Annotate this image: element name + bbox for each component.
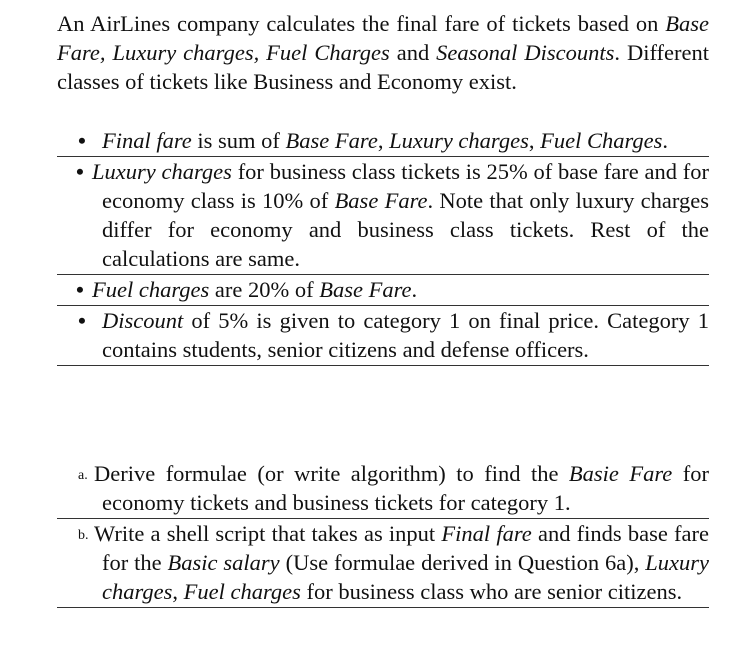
question-italic: Final fare: [441, 521, 532, 546]
question-label: b.: [78, 528, 89, 543]
question-a: [57, 459, 709, 519]
question-text: for business class who are senior citizens.: [300, 579, 683, 604]
question-italic: Basic salary: [167, 550, 280, 575]
question-italic: Fuel charges: [183, 579, 301, 604]
intro-italic-1: Base Fare, Luxury charges, Fuel Charges: [57, 11, 709, 65]
intro-text-3: . Different classes of tickets like Business and Economy exist.: [57, 40, 709, 94]
rule-text: ,: [377, 128, 390, 153]
rule-final-fare: [57, 126, 709, 157]
question-text: Write a shell script that takes as input: [94, 521, 442, 546]
rule-italic: Base Fare: [334, 188, 428, 213]
rule-text: for business class tickets is 25% of base fare and for economy class is 10% of: [102, 159, 709, 213]
rule-text: . Note that only luxury charges differ for economy and business class tickets. Rest of the calculations are same.: [102, 188, 709, 271]
question-text: Derive formulae (or write algorithm) to find the: [94, 461, 569, 486]
questions-list: [57, 459, 709, 608]
question-text: (Use formulae derived in Question 6a),: [279, 550, 646, 575]
question-text: for economy tickets and business tickets for category 1.: [102, 461, 709, 515]
rule-luxury-charges: [57, 157, 709, 275]
rule-discount: [57, 306, 709, 366]
rule-italic: Base Fare: [319, 277, 412, 302]
question-italic: Basie Fare: [568, 461, 673, 486]
question-label: a.: [78, 468, 88, 483]
intro-text-2: and: [389, 40, 437, 65]
rule-text: is sum of: [191, 128, 286, 153]
question-b: [57, 519, 709, 608]
bullet-marker: •: [76, 159, 84, 184]
question-text: and finds base fare for the: [102, 521, 709, 575]
rule-italic: Luxury charges: [92, 159, 232, 184]
bullet-marker: •: [78, 128, 86, 153]
rule-italic: Luxury charges: [389, 128, 529, 153]
rule-italic: Base Fare: [285, 128, 378, 153]
intro-text-1: An AirLines company calculates the final fare of tickets based on: [57, 11, 666, 36]
rule-text: are 20% of: [209, 277, 320, 302]
question-italic: Luxury charges: [102, 550, 709, 604]
rule-italic: Discount: [102, 308, 184, 333]
rule-text: .: [411, 277, 418, 302]
bullet-marker: •: [78, 308, 86, 333]
rule-text: of 5% is given to category 1 on final price. Category 1 contains students, senior citizens and defense officers.: [102, 308, 709, 362]
rule-fuel-charges: [57, 275, 709, 306]
rule-text: .: [662, 128, 668, 153]
intro-italic-2: Seasonal Discounts: [436, 40, 615, 65]
bullet-marker: •: [76, 277, 84, 302]
rule-text: ,: [528, 128, 541, 153]
rule-italic: Final fare: [102, 128, 192, 153]
question-text: ,: [172, 579, 184, 604]
rule-italic: Fuel Charges: [540, 128, 663, 153]
rules-list: [57, 126, 709, 366]
intro-paragraph: [57, 9, 709, 96]
rule-italic: Fuel charges: [92, 277, 210, 302]
